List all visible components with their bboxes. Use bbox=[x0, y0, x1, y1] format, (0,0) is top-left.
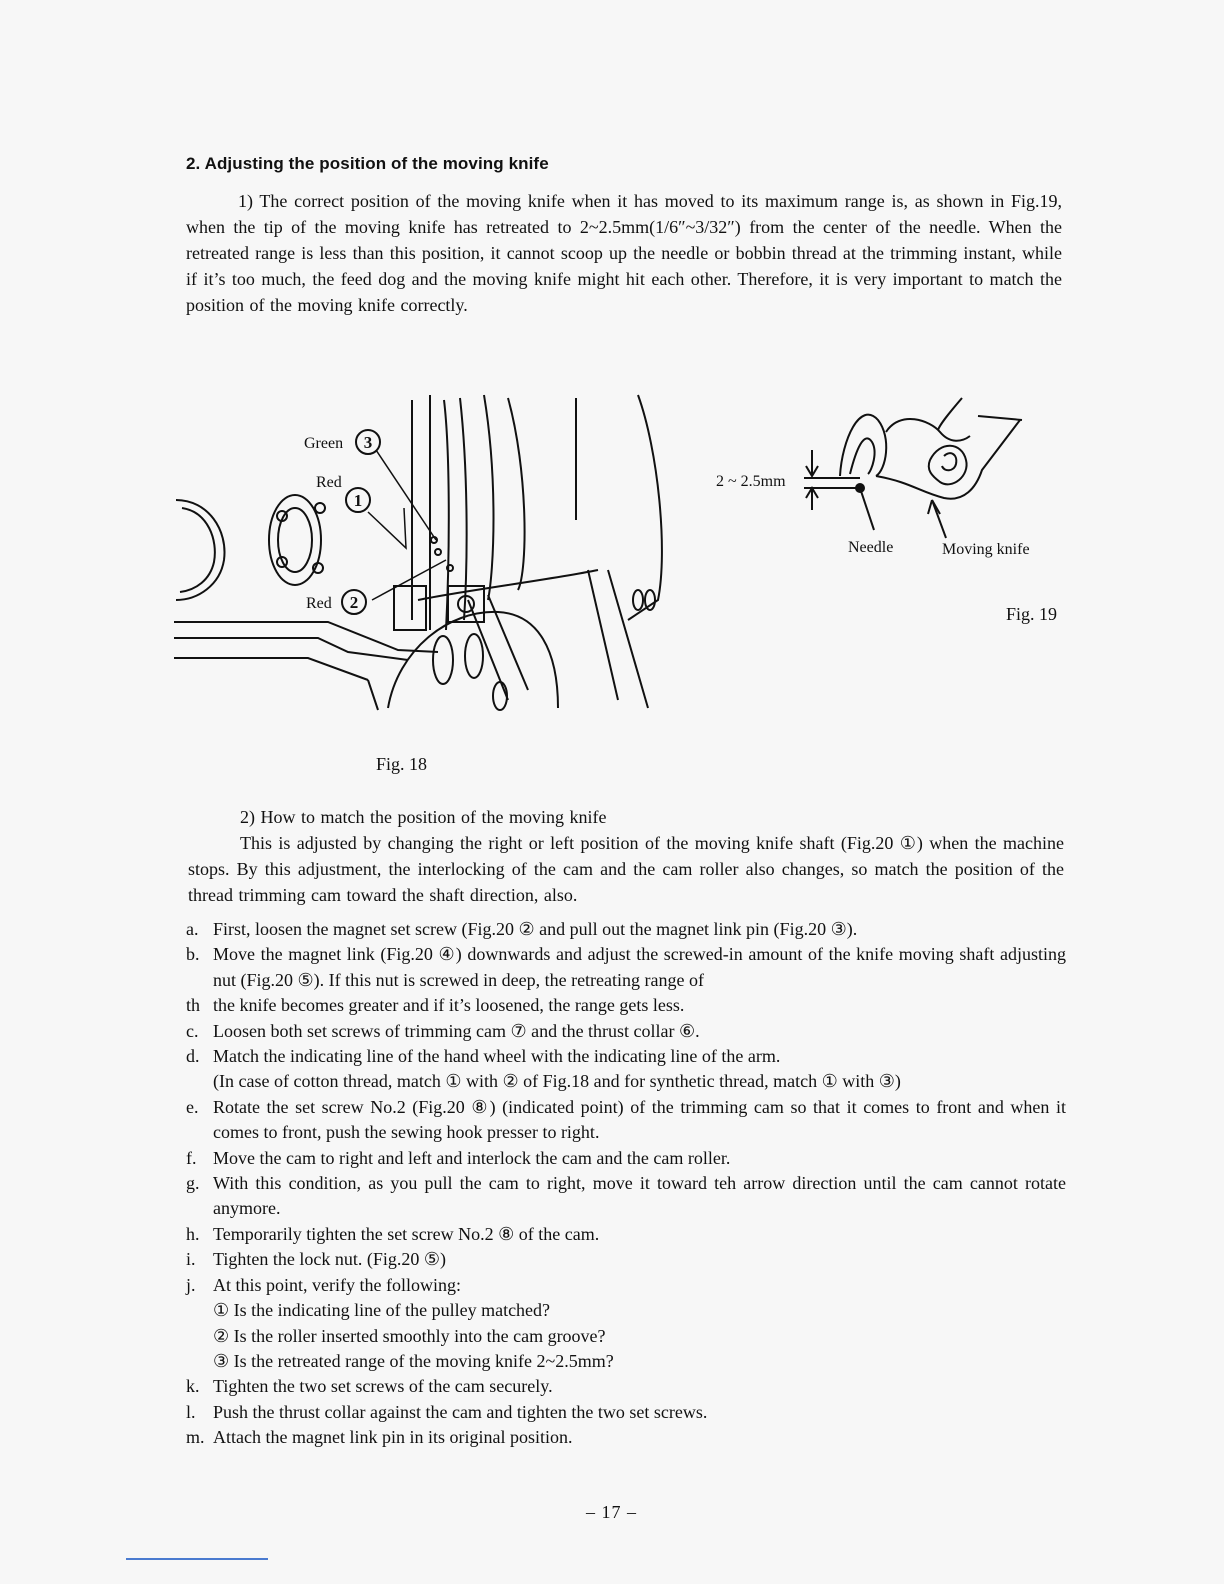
callout-2: 2 bbox=[349, 593, 359, 612]
list-item: k. Tighten the two set screws of the cam securely. bbox=[186, 1376, 553, 1397]
footer-rule bbox=[126, 1558, 268, 1560]
fig19-illustration bbox=[700, 390, 1080, 570]
intro-paragraph: 1) The correct position of the moving knife when it has moved to its maximum range is, as shown in Fig.19, when the tip of the moving knife has retreated to 2~2.5mm(1/6″~3/32″) from the center of the needle. When the retreated range is less than this position, it cannot scoop up the needle or bobbin thread at the trimming instant, while if it’s too much, the feed dog and the moving knife might hit each other. Therefore, it is very important to match the position of the moving knife correctly. bbox=[186, 191, 1062, 315]
list-item: th the knife becomes greater and if it’s loosened, the range gets less. bbox=[186, 995, 685, 1016]
section2-intro: This is adjusted by changing the right or left position of the moving knife shaft (Fig.20 ①) when the machine stops. By this adjustment, the interlocking of the cam and the cam roller also changes, so match the position of the thread trimming cam toward the shaft direction, also. bbox=[188, 833, 1064, 905]
list-item: i. Tighten the lock nut. (Fig.20 ⑤) bbox=[186, 1249, 446, 1270]
fig19-caption: Fig. 19 bbox=[1006, 604, 1058, 624]
list-item: j. At this point, verify the following: bbox=[186, 1274, 461, 1295]
fig18-illustration bbox=[168, 390, 688, 720]
section-heading: 2. Adjusting the position of the moving knife bbox=[186, 154, 549, 173]
fig18-label-red-bottom: Red bbox=[306, 595, 332, 612]
list-item: f. Move the cam to right and left and interlock the cam and the cam roller. bbox=[186, 1147, 731, 1168]
section2-title: 2) How to match the position of the moving knife bbox=[240, 807, 607, 827]
callout-1: 1 bbox=[353, 491, 363, 510]
list-item: e. Rotate the set screw No.2 (Fig.20 ⑧) (indicated point) of the trimming cam so that it comes to front and when it comes to front, push the sewing hook presser to right. bbox=[186, 1096, 1066, 1143]
fig18-label-green: Green bbox=[304, 435, 344, 452]
fig18-label-red-top: Red bbox=[316, 474, 342, 491]
fig19-knife-label: Moving knife bbox=[942, 541, 1030, 558]
list-item: m. Attach the magnet link pin in its original position. bbox=[186, 1427, 573, 1448]
list-item: c. Loosen both set screws of trimming cam ⑦ and the thrust collar ⑥. bbox=[186, 1020, 700, 1041]
fig18-caption: Fig. 18 bbox=[376, 754, 428, 774]
list-item: h. Temporarily tighten the set screw No.2 ⑧ of the cam. bbox=[186, 1223, 600, 1244]
list-item: ③ Is the retreated range of the moving knife 2~2.5mm? bbox=[213, 1350, 614, 1371]
list-item: b. Move the magnet link (Fig.20 ④) downwards and adjust the screwed-in amount of the knife moving shaft adjusting nut (Fig.20 ⑤). If this nut is screwed in deep, the retreating range of bbox=[186, 944, 1066, 990]
list-item: (In case of cotton thread, match ① with ② of Fig.18 and for synthetic thread, match ① with ③) bbox=[213, 1071, 901, 1092]
fig19-needle-label: Needle bbox=[848, 539, 894, 556]
list-item: ② Is the roller inserted smoothly into the cam groove? bbox=[213, 1325, 606, 1346]
section2 bbox=[188, 804, 1064, 908]
fig19-dimension: 2 ~ 2.5mm bbox=[716, 473, 786, 490]
list-item: d. Match the indicating line of the hand wheel with the indicating line of the arm. bbox=[186, 1046, 781, 1067]
step-list bbox=[186, 917, 1066, 1451]
list-item: a. First, loosen the magnet set screw (Fig.20 ② and pull out the magnet link pin (Fig.20 ③). bbox=[186, 919, 858, 939]
list-item: g. With this condition, as you pull the cam to right, move it toward teh arrow direction until the cam cannot rotate anymore. bbox=[186, 1173, 1066, 1219]
page-number: – 17 – bbox=[586, 1502, 637, 1522]
list-item: l. Push the thrust collar against the cam and tighten the two set screws. bbox=[186, 1401, 708, 1422]
list-item: ① Is the indicating line of the pulley matched? bbox=[213, 1300, 551, 1321]
callout-3: 3 bbox=[363, 433, 373, 452]
